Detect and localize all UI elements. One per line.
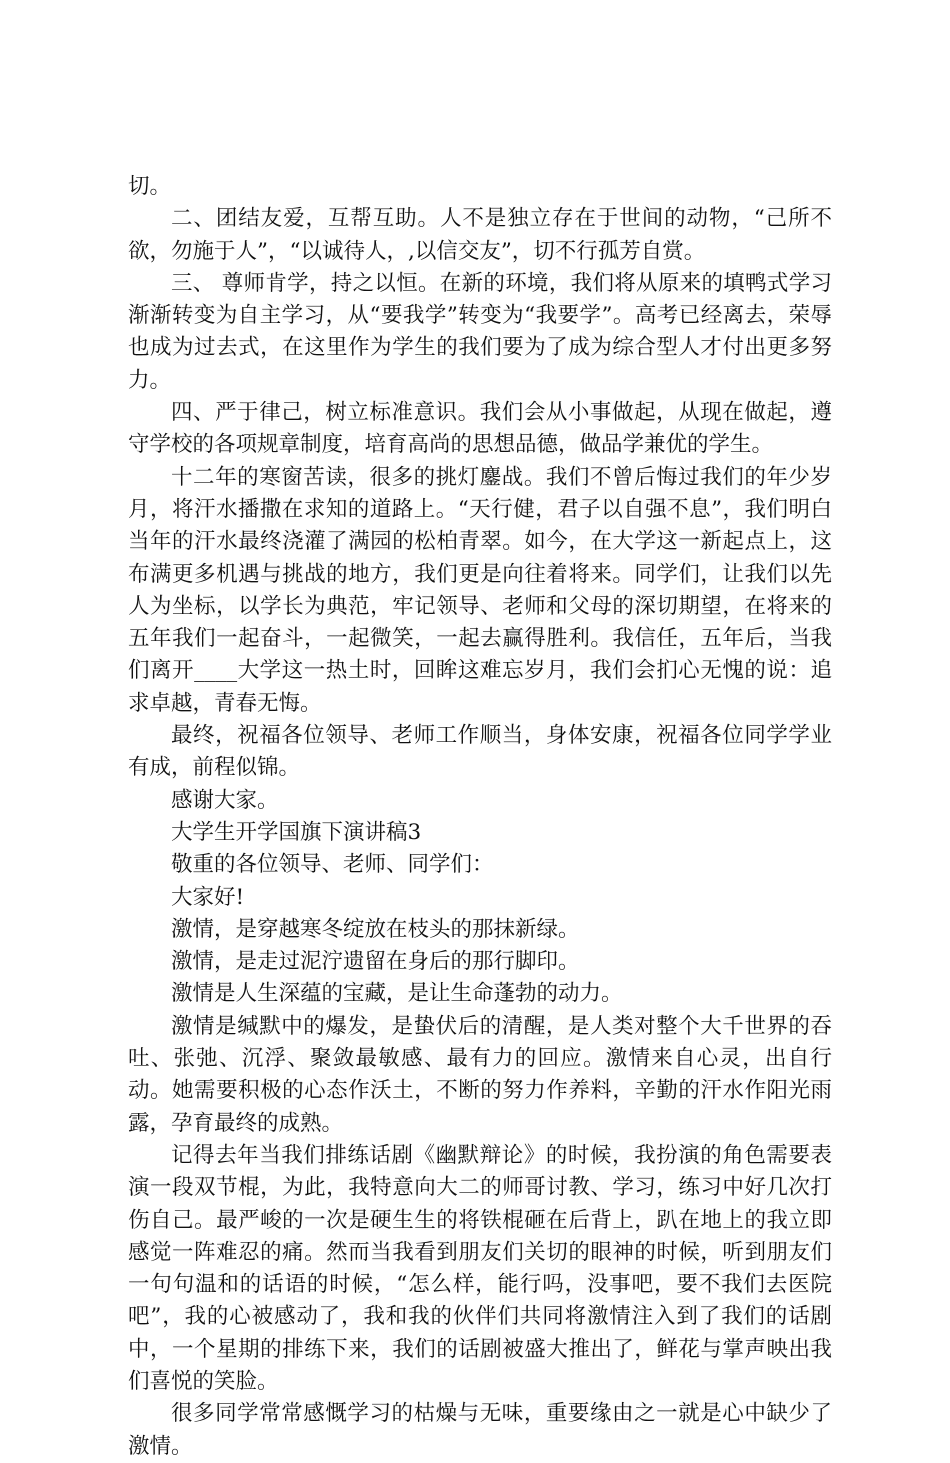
section-heading: 大学生开学国旗下演讲稿3 xyxy=(171,819,422,845)
paragraph: 激情是缄默中的爆发，是蛰伏后的清醒，是人类对整个大千世界的吞吐、张弛、沉浮、聚敛最敏感、最有力的回应。激情来自心灵，出自行动。她需要积极的心态作沃土，不断的努力作养料，辛勤的汗水作阳光雨露，孕育最终的成熟。 xyxy=(128,1013,832,1136)
paragraph: 十二年的寒窗苦读，很多的挑灯鏖战。我们不曾后悔过我们的年少岁月，将汗水播撒在求知的道路上。“天行健，君子以自强不息”，我们明白当年的汗水最终浇灌了满园的松柏青翠。如今，在大学这一新起点上，这布满更多机遇与挑战的地方，我们更是向往着将来。同学们，让我们以先人为坐标，以学长为典范，牢记领导、老师和父母的深切期望，在将来的五年我们一起奋斗，一起微笑，一起去赢得胜利。我信任，五年后，当我们离开____大学这一热土时，回眸这难忘岁月，我们会扪心无愧的说：追求卓越，青春无悔。 xyxy=(128,464,832,716)
paragraph: 最终，祝福各位领导、老师工作顺当，身体安康，祝福各位同学学业有成，前程似锦。 xyxy=(128,723,832,781)
document-body xyxy=(128,171,832,1463)
paragraph: 记得去年当我们排练话剧《幽默辩论》的时候，我扮演的角色需要表演一段双节棍，为此，我特意向大二的师哥讨教、学习，练习中好几次打伤自己。最严峻的一次是硬生生的将铁棍砸在后背上，趴在地上的我立即感觉一阵难忍的痛。然而当我看到朋友们关切的眼神的时候，听到朋友们一句句温和的话语的时候，“怎么样，能行吗，没事吧，要不我们去医院吧”，我的心被感动了，我和我的伙伴们共同将激情注入到了我们的话剧中，一个星期的排练下来，我们的话剧被盛大推出了，鲜花与掌声映出我们喜悦的笑脸。 xyxy=(128,1142,832,1394)
paragraph: 三、 尊师肯学，持之以恒。在新的环境，我们将从原来的填鸭式学习渐渐转变为自主学习，从“要我学”转变为“我要学”。高考已经离去，荣辱也成为过去式，在这里作为学生的我们要为了成为综合型人才付出更多努力。 xyxy=(128,270,832,393)
paragraph: 二、团结友爱，互帮互助。人不是独立存在于世间的动物，“己所不欲，勿施于人”，“以诚待人，,以信交友”，切不行孤芳自赏。 xyxy=(128,206,832,264)
paragraph: 激情，是穿越寒冬绽放在枝头的那抹新绿。 xyxy=(171,916,580,942)
paragraph: 感谢大家。 xyxy=(171,787,279,813)
paragraph: 激情，是走过泥泞遗留在身后的那行脚印。 xyxy=(171,949,580,975)
paragraph: 切。 xyxy=(128,174,172,199)
paragraph: 很多同学常常感慨学习的枯燥与无味，重要缘由之一就是心中缺少了激情。 xyxy=(128,1401,832,1459)
salutation: 敬重的各位领导、老师、同学们： xyxy=(171,852,494,878)
greeting: 大家好! xyxy=(171,884,245,910)
paragraph: 激情是人生深蕴的宝藏，是让生命蓬勃的动力。 xyxy=(171,981,623,1007)
paragraph: 四、严于律己，树立标准意识。我们会从小事做起，从现在做起，遵守学校的各项规章制度，培育高尚的思想品德，做品学兼优的学生。 xyxy=(128,400,832,458)
